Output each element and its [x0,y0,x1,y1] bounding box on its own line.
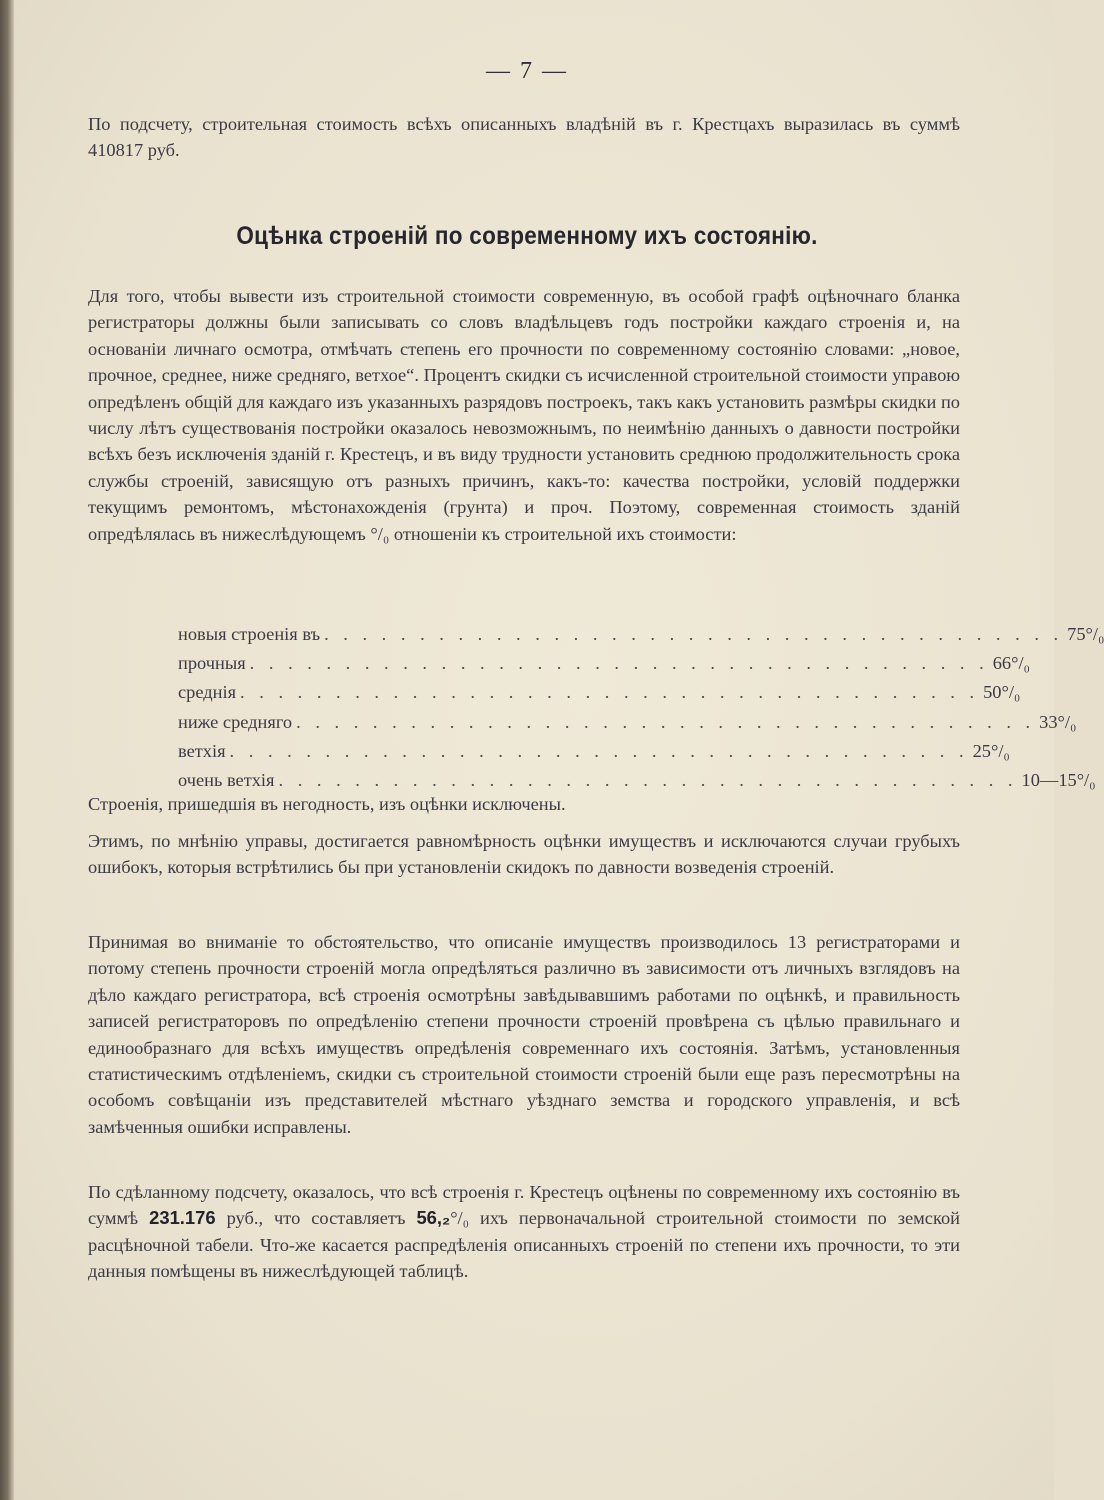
paragraph-condition-method: Для того, чтобы вывести изъ строительной стоимости современную, въ особой графѣ оцѣночнаго бланка регистраторы должны были записывать со словъ владѣльцевъ годъ постройки каждаго строенія и, на основаніи личнаго осмотра, отмѣчать степень его прочности по современному состоянію словами: „новое, прочное, среднее, ниже средняго, ветхое“. Процентъ скидки съ исчисленной строительной стоимости управою опредѣленъ общій для каждаго изъ указанныхъ разрядовъ построекъ, такъ какъ установить размѣры скидки по числу лѣтъ существованія постройки оказалось невозможнымъ, по неимѣнію данныхъ о давности постройки всѣхъ безъ исключенія зданій г. Крестецъ, и въ виду трудности установить среднюю продолжительность срока службы строеній, зависящую отъ разныхъ причинъ, какъ-то: качества постройки, условій поддержки текущимъ ремонтомъ, мѣстонахожденія (грунта) и проч. Поэтому, современная стоимость зданій опредѣлялась въ нижеслѣдующемъ °/₀ отношеніи къ строительной ихъ стоимости: [88,286,960,544]
rate-value: 50°/₀ [983,682,1021,703]
rate-label: прочныя [178,653,246,674]
rate-value: 25°/₀ [972,740,1010,761]
rate-value: 33°/₀ [1039,711,1077,732]
paragraph-total-valuation [88,1179,960,1285]
leader-dots: . . . . . . . . . . . . . . . . . . . . . . . . . . . . . . . . . . . . . . . [240,682,980,703]
rate-row [178,649,1030,678]
rate-row [178,708,1077,737]
rate-label: очень ветхія [178,770,275,791]
paragraph-uniformity: Этимъ, по мнѣнію управы, достигается равномѣрность оцѣнки имуществъ и исключаются случаи грубыхъ ошибокъ, которыя встрѣтились бы при установленіи скидокъ по давности возведенія строеній. [88,831,960,878]
total-percent: 56,₂ [416,1207,451,1229]
rate-value: 75°/₀ [1067,624,1104,644]
intro-paragraph: По подсчету, строительная стоимость всѣхъ описанныхъ владѣній въ г. Крестцахъ выразилась въ суммѣ 410817 руб. [88,114,960,161]
leader-dots: . . . . . . . . . . . . . . . . . . . . . . . . . . . . . . . . . . . . . . . [229,740,969,761]
leader-dots: . . . . . . . . . . . . . . . . . . . . . . . . . . . . . . . . . . . . . . . [296,711,1036,732]
rate-label: новыя строенія въ [178,624,321,644]
section-heading: Оцѣнка строеній по современному ихъ состоянію. [236,222,818,250]
rate-label: среднія [178,682,237,703]
paragraph-excluded: Строенія, пришедшія въ негодность, изъ оцѣнки исключены. [88,794,566,814]
rate-label: ниже средняго [178,711,293,732]
rate-row [178,737,1010,766]
leader-dots: . . . . . . . . . . . . . . . . . . . . . . . . . . . . . . . . . . . . . . . [278,770,1018,791]
total-text-part-2: руб., что составляетъ [215,1208,417,1229]
rate-row [178,620,1104,649]
leader-dots: . . . . . . . . . . . . . . . . . . . . . . . . . . . . . . . . . . . . . . . [249,653,989,674]
rate-label: ветхія [178,740,226,761]
binding-edge [0,0,14,1500]
page-number: — 7 — [486,58,568,84]
total-text-part-3: °/₀ ихъ первоначальной строительной стоимости по земской расцѣночной табели. Что-же касается распредѣленія описанныхъ строеній по степени ихъ прочности, то эти данныя помѣщены въ нижеслѣдующей таблицѣ. [88,1208,960,1282]
total-sum: 231.176 [149,1207,216,1229]
rate-value: 66°/₀ [992,653,1030,674]
leader-dots: . . . . . . . . . . . . . . . . . . . . . . . . . . . . . . . . . . . . . . . [324,624,1064,644]
total-text-part-1: По сдѣланному подсчету, оказалось, что всѣ строенія г. Крестецъ оцѣнены по современному ихъ состоянію въ суммѣ [88,1182,960,1229]
depreciation-rates-list [178,620,1104,795]
rate-row [178,678,1021,707]
rate-value: 10—15°/₀ [1021,770,1096,791]
paragraph-verification: Принимая во вниманіе то обстоятельство, что описаніе имуществъ производилось 13 регистраторами и потому степень прочности строеній могла опредѣляться различно въ зависимости отъ личныхъ взглядовъ на дѣло каждаго регистратора, всѣ строенія осмотрѣны завѣдывавшимъ работами по оцѣнкѣ, и правильность записей регистраторовъ по опредѣленію степени прочности строеній провѣрена съ цѣлью правильнаго и единообразнаго для всѣхъ имуществъ опредѣленія современнаго ихъ состоянія. Затѣмъ, установленныя статистическимъ отдѣленіемъ, скидки съ строительной стоимости строеній были еще разъ пересмотрѣны на особомъ совѣщаніи изъ представителей мѣстнаго уѣзднаго земства и городского управленія, и всѣ замѣченныя ошибки исправлены. [88,932,960,1137]
